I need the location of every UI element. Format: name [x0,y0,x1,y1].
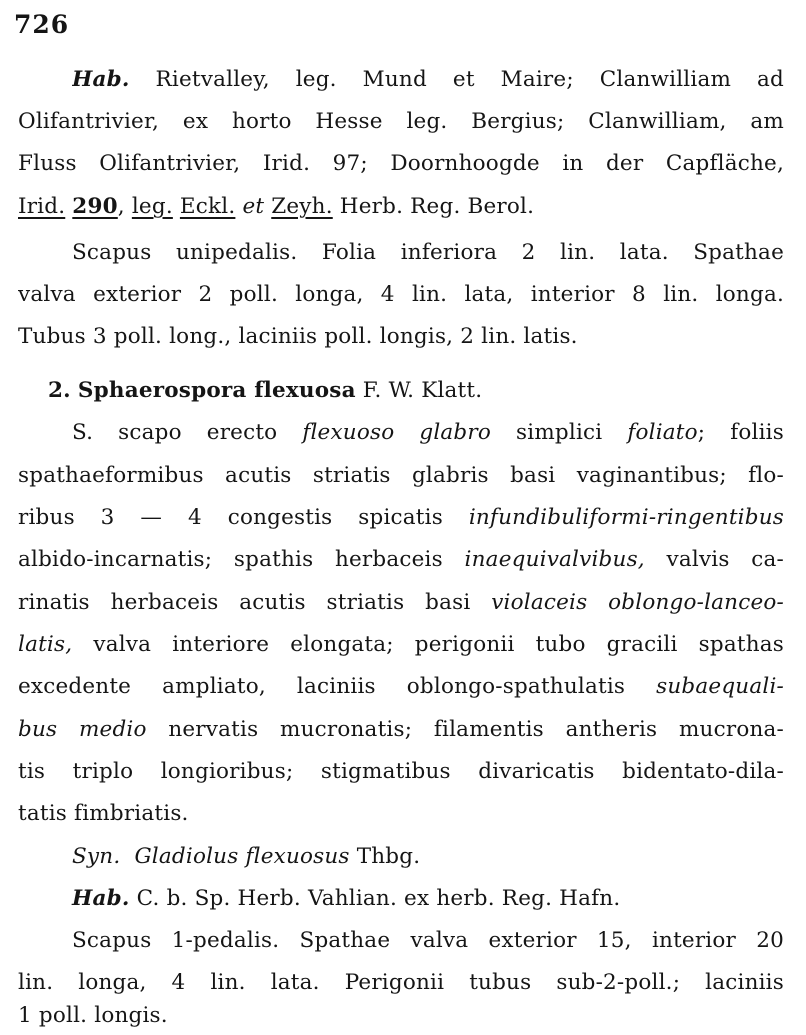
hab-line-2: Olifantrivier, ex horto Hesse leg. Bergius; Clanwilliam, am [18,109,784,134]
desc-9a: tis triplo longioribus; stigmatibus divaricatis bidentato-dila- [18,759,784,784]
desc-6a: latis, [18,632,73,657]
desc-1e: ; foliis [697,420,784,445]
desc-line-2 [18,461,784,491]
desc-3a: ribus 3 — 4 congestis spicatis [18,505,469,530]
desc-1d: foliato [627,420,698,445]
desc-8a: bus medio [18,717,147,742]
species-author: F. W. Klatt. [355,378,483,403]
desc-line-1 [72,418,784,448]
species-heading [48,376,806,406]
species-name: Sphaerospora flexuosa [77,378,356,403]
collector-eckl: Eckl. [179,194,236,219]
hab-text-1: Rietvalley, leg. Mund et Maire; Clanwilliam ad [129,67,784,92]
desc-7b: subaequali- [656,674,784,699]
hab-line-1 [72,65,784,95]
et-word: et [242,194,265,219]
desc-line-7 [18,672,784,702]
hab2-text: C. b. Sp. Herb. Vahlian. ex herb. Reg. Hafn. [129,886,621,911]
syn-author: Thbg. [349,844,421,869]
herbarium-text: Herb. Reg. Berol. [332,194,535,219]
hab2-line [72,884,806,914]
measure-line-1: Scapus unipedalis. Folia inferiora 2 lin. lata. Spathae [72,240,784,265]
desc-5b: violaceis oblongo-lanceo- [491,590,784,615]
desc-3b: infundibuliformi-ringentibus [468,505,784,530]
desc-line-3 [18,503,784,533]
desc-line-6 [18,630,784,660]
desc-8b: nervatis mucronatis; filamentis antheris mucrona- [146,717,784,742]
desc-1b: flexuoso glabro [302,420,492,445]
desc-1a: S. scapo erecto [72,420,303,445]
collector-zeyh: Zeyh. [271,194,333,219]
irid-number: 290 [72,194,118,219]
hab-line-4: Irid. 290, leg. Eckl. et Zeyh. Herb. Reg. Berol. [18,194,535,219]
desc-4b: inaequivalvibus, [464,547,645,572]
desc-5a: rinatis herbaceis acutis striatis basi [18,590,492,615]
desc-line-8 [18,715,784,745]
hab-label: Hab. [72,67,130,92]
desc-4a: albido-incarnatis; spathis herbaceis [18,547,465,572]
scapus-line-1: Scapus 1-pedalis. Spathae valva exterior 15, interior 20 [72,928,784,953]
desc-line-5 [18,588,784,618]
desc-4c: valvis ca- [644,547,784,572]
syn-label: Syn. [72,844,121,869]
desc-1c: simplici [491,420,628,445]
desc-line-9 [18,757,784,787]
desc-2a: spathaeformibus acutis striatis glabris basi vaginantibus; flo- [18,463,784,488]
scapus-line-2: lin. longa, 4 lin. lata. Perigonii tubus sub-2-poll.; laciniis [18,970,784,995]
desc-line-10 [18,799,806,829]
hab-line-3: Fluss Olifantrivier, Irid. 97; Doornhoogde in der Capfläche, [18,151,784,176]
synonym-line [72,842,806,872]
desc-line-4 [18,545,784,575]
page-number: 726 [14,10,70,39]
scapus-line-3: 1 poll. longis. [18,1003,168,1028]
desc-7a: excedente ampliato, laciniis oblongo-spathulatis [18,674,657,699]
hab2-label: Hab. [72,886,130,911]
desc-6b: valva interiore elongata; perigonii tubo gracili spathas [72,632,784,657]
desc-10a: tatis fimbriatis. [18,801,189,826]
species-number: 2. [48,378,71,403]
leg-label: leg. [131,194,173,219]
measure-line-3: Tubus 3 poll. long., laciniis poll. longis, 2 lin. latis. [18,324,578,349]
syn-name: Gladiolus flexuosus [134,844,350,869]
irid-label: Irid. [18,194,66,219]
measure-line-2: valva exterior 2 poll. longa, 4 lin. lata, interior 8 lin. longa. [18,282,784,307]
